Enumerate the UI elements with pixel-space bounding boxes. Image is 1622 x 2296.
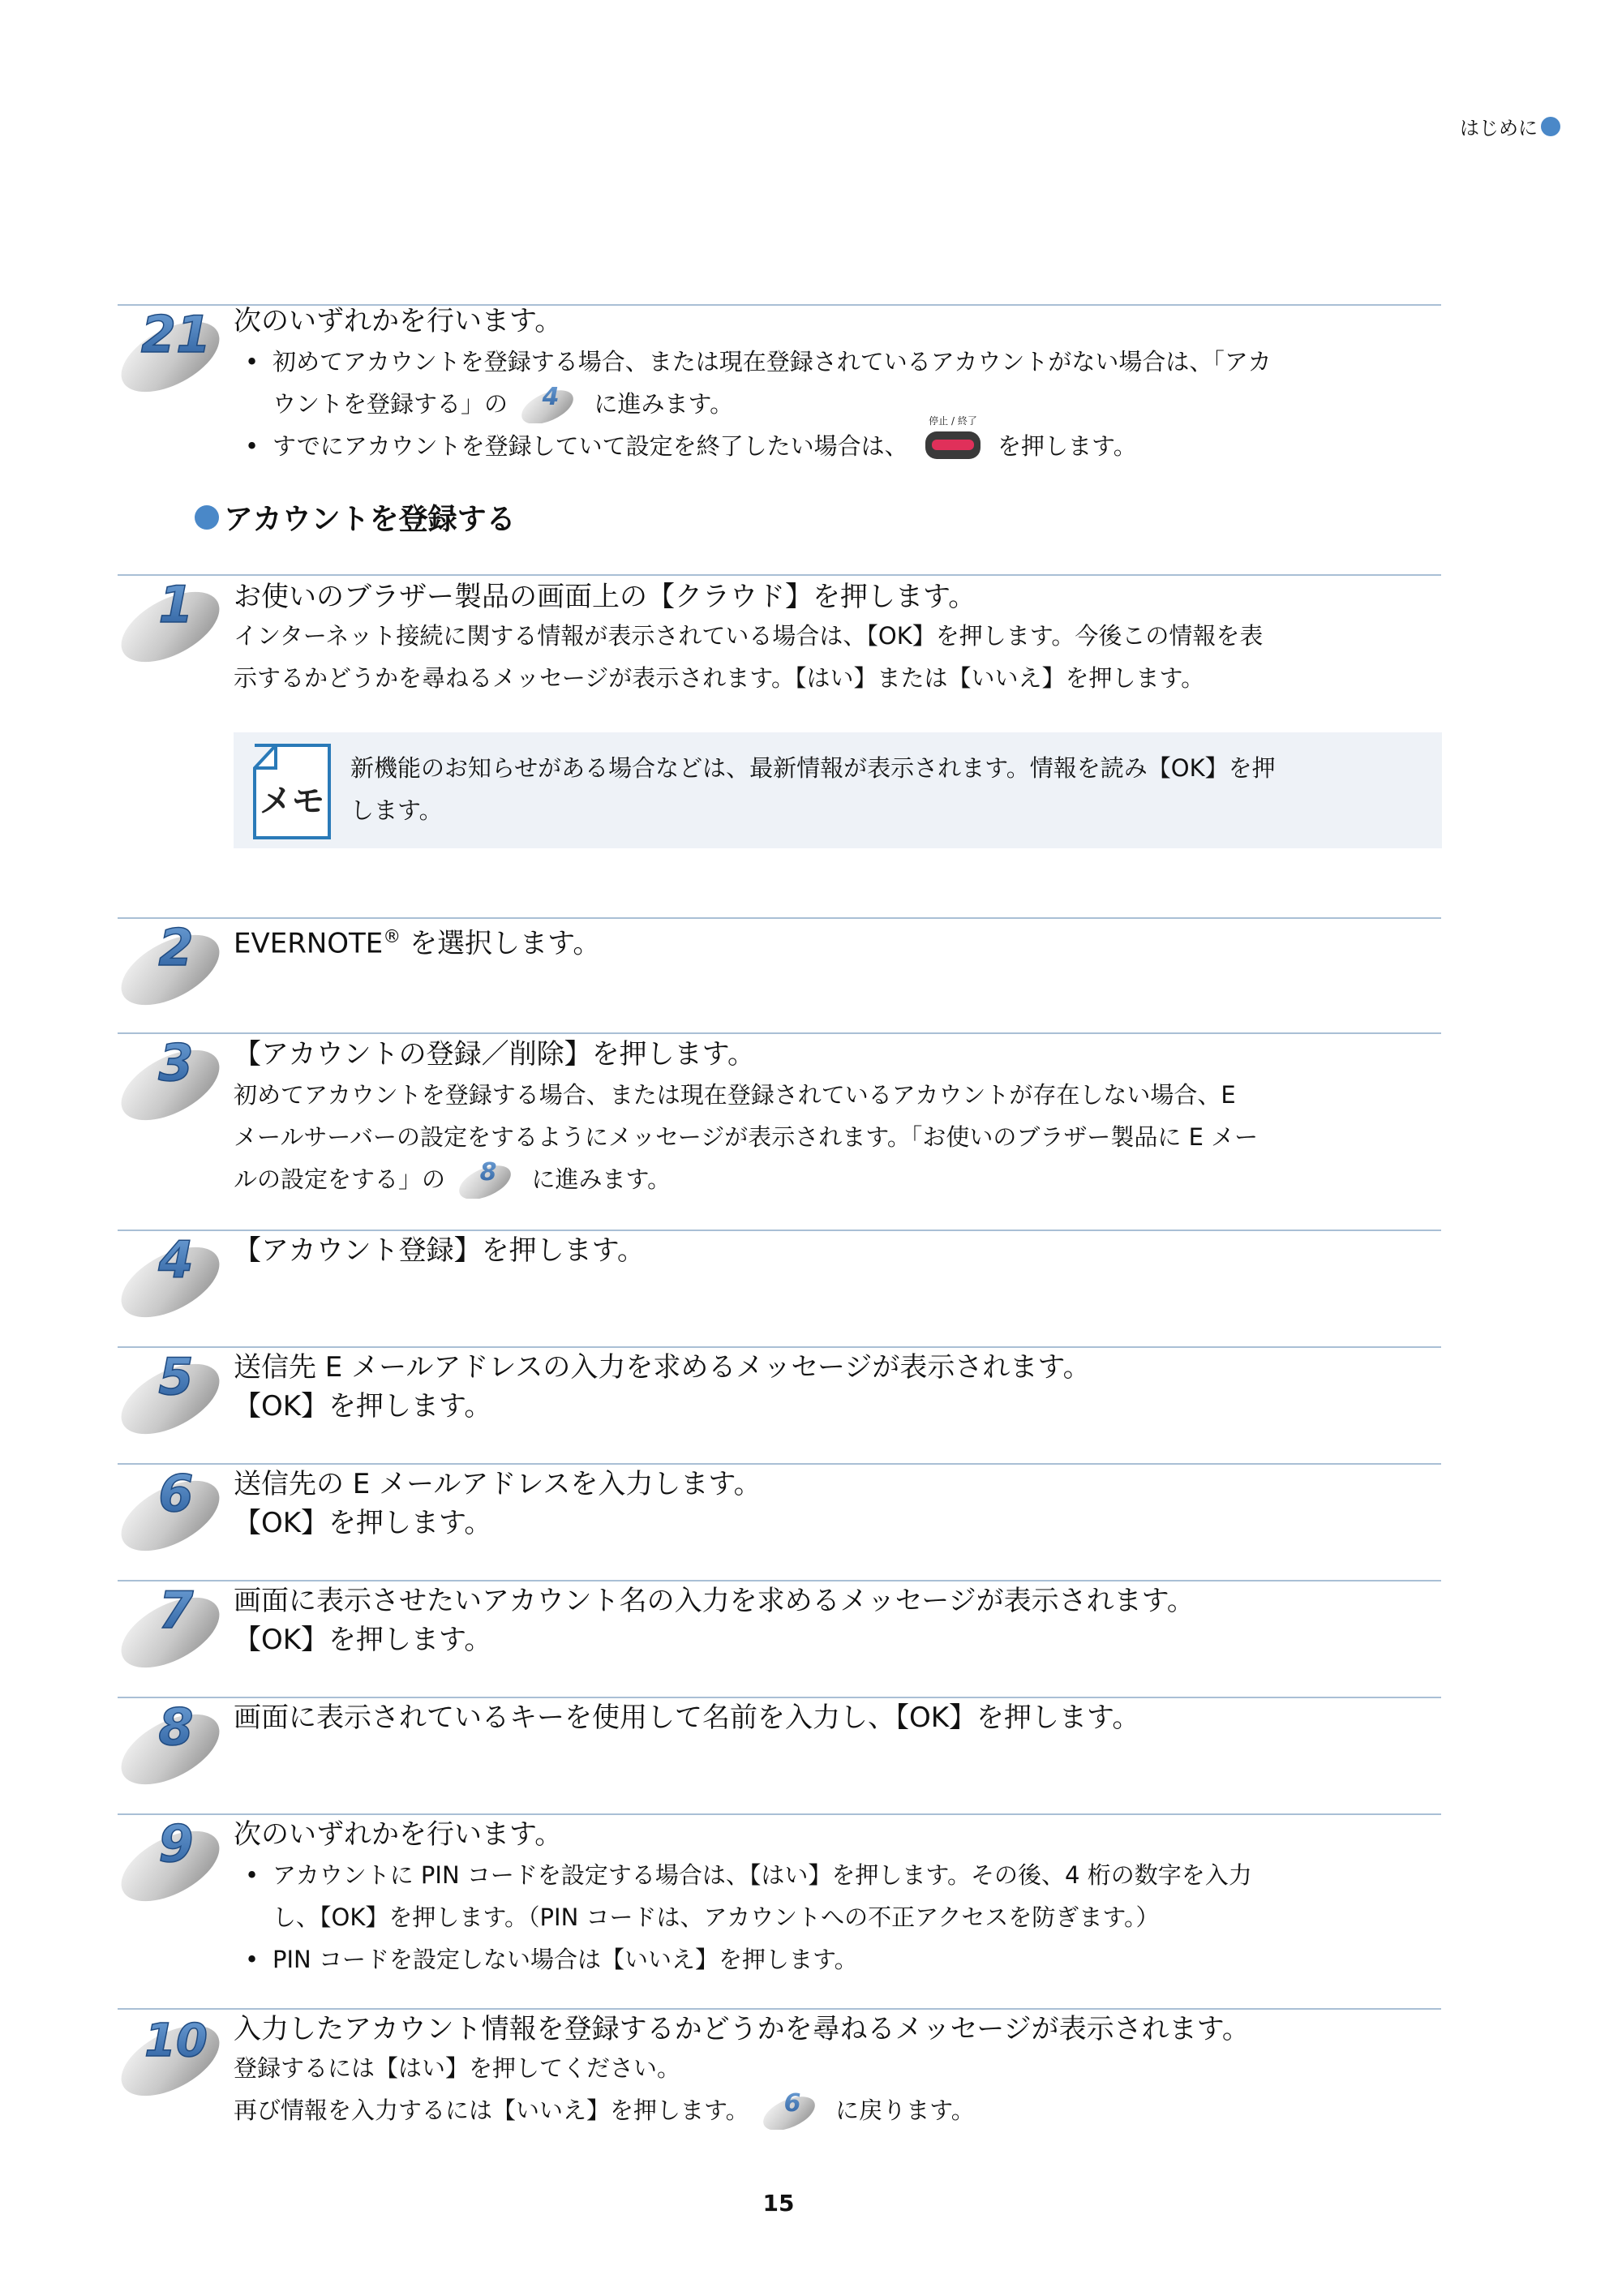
step-number-badge-icon [118,1466,239,1555]
svg-text:8: 8 [479,1158,497,1187]
svg-text:6: 6 [783,2089,801,2118]
step-title: 画面に表示させたいアカウント名の入力を求めるメッセージが表示されます。 [234,1585,1195,1617]
step-reference-badge-icon[interactable] [760,2089,825,2130]
svg-text:10: 10 [144,2015,208,2067]
step-number-badge-icon [118,1582,239,1672]
step-number-badge-icon [118,2011,239,2100]
step-title: 次のいずれかを行います。 [234,1818,563,1851]
svg-text:4: 4 [542,383,560,411]
step-body [234,1854,1442,1981]
list-item: • 初めてアカウントを登録する場合、または現在登録されているアカウントがない場合は、「アカ ウントを登録する」の 4 に進みます。 [234,341,1442,425]
step-title: 【アカウントの登録／削除】を押します。 [234,1038,755,1071]
step-reference-badge-icon[interactable] [518,383,583,423]
svg-text:8: 8 [158,1699,194,1757]
step-title: 送信先の E メールアドレスを入力します。 [234,1468,762,1500]
step-title: EVERNOTE® を選択します。 [234,927,601,960]
step-number-badge-icon [118,1232,239,1321]
svg-text:6: 6 [158,1466,194,1523]
step-reference-badge-icon[interactable] [456,1158,521,1199]
svg-text:メモ: メモ [260,783,324,820]
page-number: 15 [762,2190,795,2217]
step-title-line2: 【OK】を押します。 [234,1507,492,1539]
list-item: • アカウントに PIN コードを設定する場合は、【はい】を押します。その後、4 桁の数字を入力 し、【OK】を押します。（PIN コードは、アカウントへの不正アクセスを防ぎます。） [234,1854,1442,1938]
step-body [234,341,1442,467]
step-title: 次のいずれかを行います。 [234,305,563,337]
list-item: • すでにアカウントを登録していて設定を終了したい場合は、 停止 / 終了 を押します。 [234,425,1442,467]
section-heading: アカウントを登録する [195,496,516,538]
step-divider [118,574,1441,576]
step-number-badge-icon [118,1035,239,1124]
step-number: 21 [140,307,212,364]
step-title: 画面に表示されているキーを使用して名前を入力し、【OK】を押します。 [234,1702,1140,1734]
heading-dot-icon [195,505,219,530]
svg-text:4: 4 [158,1232,194,1290]
step-divider [118,1032,1441,1034]
step-number: 1 [158,577,194,634]
step-title: 【アカウント登録】を押します。 [234,1234,645,1267]
step-number-badge-icon [118,1699,239,1788]
step-title: お使いのブラザー製品の画面上の【クラウド】を押します。 [234,581,976,613]
step-number-badge-icon [118,1349,239,1438]
step-title: 送信先 E メールアドレスの入力を求めるメッセージが表示されます。 [234,1351,1091,1384]
step-title: 入力したアカウント情報を登録するかどうかを尋ねるメッセージが表示されます。 [234,2013,1250,2045]
memo-icon [251,744,333,839]
bullet-dot-icon [1541,117,1560,136]
list-item: • PIN コードを設定しない場合は【いいえ】を押します。 [234,1938,1442,1981]
svg-text:7: 7 [158,1582,194,1640]
step-body: インターネット接続に関する情報が表示されている場合は、【OK】を押します。今後この情報を表 示するかどうかを尋ねるメッセージが表示されます。【はい】または【いいえ】を押します。 [234,622,1264,692]
stop-key-label: 停止 / 終了 [928,415,977,427]
step-number-badge-icon [118,1816,239,1905]
running-header [1460,112,1560,140]
step-number-badge-icon [118,920,239,1009]
step-body: 初めてアカウントを登録する場合、または現在登録されているアカウントが存在しない場合、E メールサーバーの設定をするようにメッセージが表示されます。「お使いのブラザー製品に E メー ルの設定をする」の 8 に進みます。 [234,1074,1442,1200]
step-title-line2: 【OK】を押します。 [234,1390,492,1423]
svg-text:5: 5 [158,1349,194,1406]
section-label: はじめに [1460,117,1538,139]
step-title-line2: 【OK】を押します。 [234,1624,492,1656]
memo-note: メモ 新機能のお知らせがある場合などは、最新情報が表示されます。情報を読み【OK】を押 します。 [234,732,1442,848]
svg-text:9: 9 [158,1816,194,1873]
stop-exit-key-icon [920,414,985,464]
svg-text:2: 2 [158,920,194,977]
svg-text:3: 3 [158,1035,194,1092]
step-number-badge-icon [118,307,239,396]
step-number-badge-icon [118,577,239,666]
step-body: 登録するには【はい】を押してください。 再び情報を入力するには【いいえ】を押します。 6 に戻ります。 [234,2047,1442,2131]
